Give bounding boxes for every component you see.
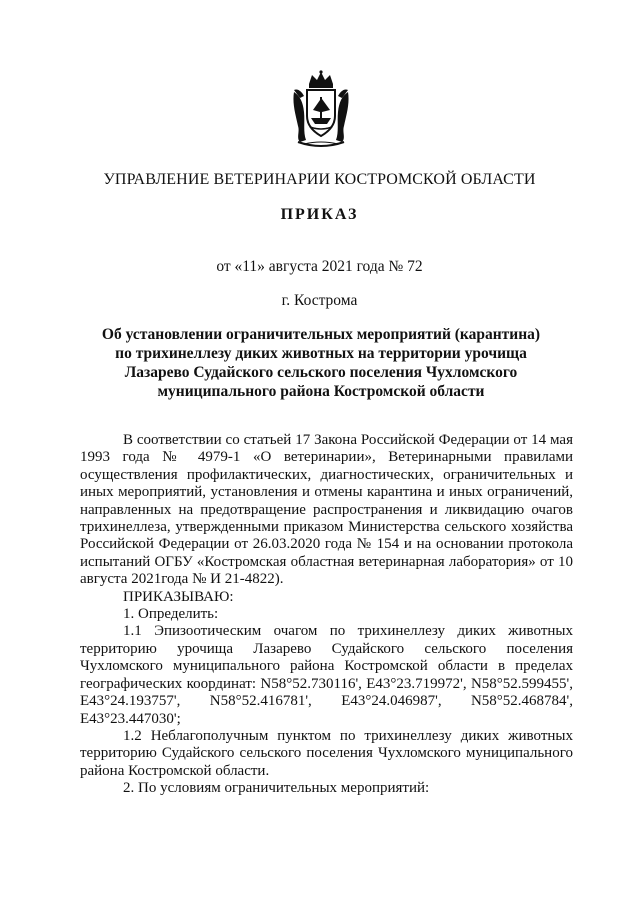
item-1-2: 1.2 Неблагополучным пунктом по трихинеллезу диких животных территорию Судайского сельского поселения Чухломского муниципального района Костромской области. bbox=[80, 727, 573, 779]
order-word: ПРИКАЗЫВАЮ: bbox=[123, 588, 234, 605]
item-2: 2. По условиям ограничительных мероприятий: bbox=[123, 780, 430, 797]
organization-name: УПРАВЛЕНИЕ ВЕТЕРИНАРИИ КОСТРОМСКОЙ ОБЛАСТИ bbox=[103, 171, 536, 188]
document-type: ПРИКАЗ bbox=[280, 206, 359, 223]
order-date-number: от «11» августа 2021 года № 72 bbox=[216, 258, 423, 275]
coat-of-arms-emblem bbox=[290, 70, 352, 148]
item-1: 1. Определить: bbox=[123, 606, 219, 623]
preamble-paragraph: В соответствии со статьей 17 Закона Российской Федерации от 14 мая 1993 года № 4979-1 «О ветеринарии», Ветеринарными правилами осуществления профилактических, диагностических, ограничительных и иных мероприятий, установления и отмены карантина и иных ограничений, направленных на предотвращение распространения и ликвидацию очагов трихинеллеза, утвержденными приказом Министерства сельского хозяйства Российской Федерации от 26.03.2020 года № 154 и на основании протокола испытаний ОГБУ «Костромская областная ветеринарная лаборатория» от 10 августа 2021года № И 21-4822). bbox=[80, 432, 573, 588]
order-subject: Об установлении ограничительных мероприятий (карантина) по трихинеллезу диких животных на территории урочища Лазарево Судайского сельского поселения Чухломского муниципального района Костромской области bbox=[101, 326, 541, 400]
city: г. Кострома bbox=[281, 292, 358, 309]
item-1-1: 1.1 Эпизоотическим очагом по трихинеллезу диких животных территорию урочища Лазарево Судайского сельского поселения Чухломского муниципального района Костромской области в пределах географических координат: N58°52.730116', E43°23.719972', N58°52.599455', E43°24.193757', N58°52.416781', E43°24.046987', N58°52.468784', E43°23.447030'; bbox=[80, 623, 573, 727]
order-body bbox=[80, 432, 573, 798]
